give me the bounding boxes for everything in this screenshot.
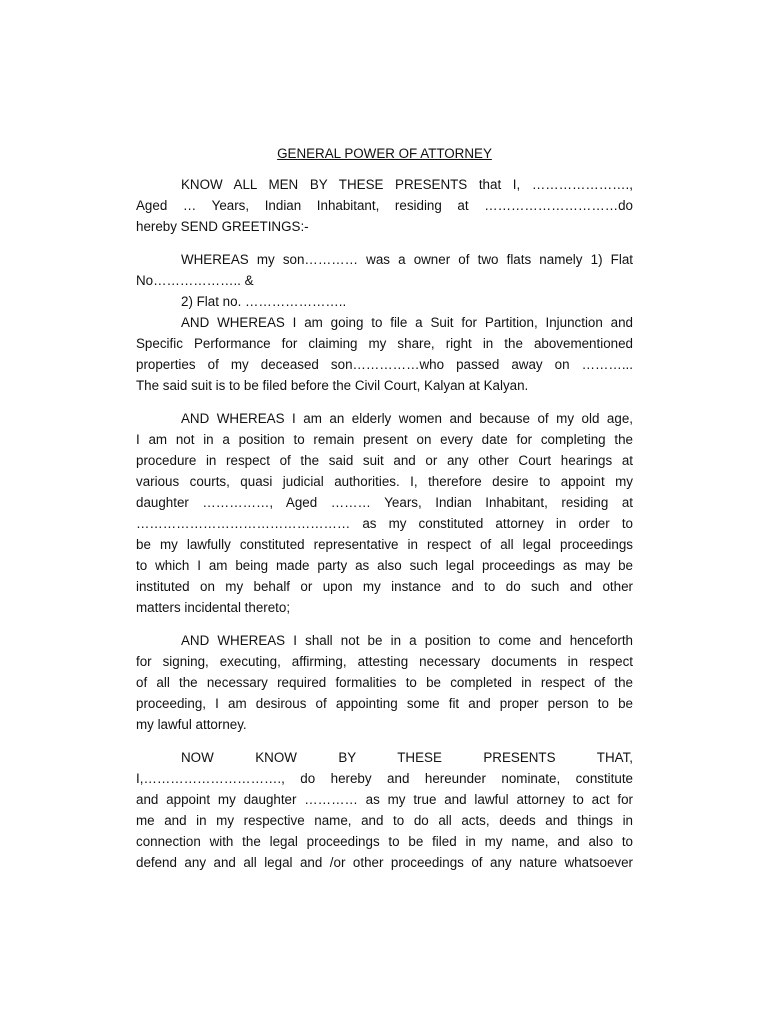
text-line: KNOW ALL MEN BY THESE PRESENTS that I, …………………., (181, 177, 633, 192)
text-line: instituted on my behalf or upon my instance and to do such and other (136, 579, 633, 594)
text-line: my lawful attorney. (136, 717, 247, 732)
text-line: I,…………………………., do hereby and hereunder nominate, constitute (136, 771, 633, 786)
text-line: AND WHEREAS I am an elderly women and because of my old age, (181, 411, 633, 426)
paragraph-not-in-position (136, 630, 633, 735)
text-line: Aged … Years, Indian Inhabitant, residing at …………………………do (136, 198, 633, 213)
text-line: for signing, executing, affirming, attesting necessary documents in respect (136, 654, 633, 669)
text-line: me and in my respective name, and to do all acts, deeds and things in (136, 813, 633, 828)
paragraph-now-know (136, 747, 633, 873)
text-line: defend any and all legal and /or other proceedings of any nature whatsoever (136, 855, 633, 870)
text-line: WHEREAS my son………… was a owner of two flats namely 1) Flat (181, 252, 633, 267)
text-line: The said suit is to be filed before the Civil Court, Kalyan at Kalyan. (136, 378, 529, 393)
text-line: be my lawfully constituted representative in respect of all legal proceedings (136, 537, 633, 552)
text-line: of all the necessary required formalities to be completed in respect of the (136, 675, 633, 690)
text-line: matters incidental thereto; (136, 600, 291, 615)
text-line: various courts, quasi judicial authorities. I, therefore desire to appoint my (136, 474, 633, 489)
paragraph-elderly (136, 408, 633, 618)
text-line: ………………………………………… as my constituted attorney in order to (136, 516, 633, 531)
text-line: AND WHEREAS I am going to file a Suit for Partition, Injunction and (181, 315, 633, 330)
text-line: procedure in respect of the said suit and or any other Court hearings at (136, 453, 633, 468)
text-line: and appoint my daughter ………… as my true and lawful attorney to act for (136, 792, 633, 807)
text-line: daughter ……………, Aged ……… Years, Indian Inhabitant, residing at (136, 495, 633, 510)
document-title: GENERAL POWER OF ATTORNEY (277, 146, 492, 161)
text-line: 2) Flat no. ………………….. (181, 294, 347, 309)
document-body (136, 143, 633, 873)
text-line: AND WHEREAS I shall not be in a position to come and henceforth (181, 633, 633, 648)
text-line: Specific Performance for claiming my share, right in the abovementioned (136, 336, 633, 351)
text-line: to which I am being made party as also such legal proceedings as may be (136, 558, 633, 573)
paragraph-know-all-men (136, 174, 633, 237)
text-line: properties of my deceased son……………who passed away on ………... (136, 357, 633, 372)
text-line: No……………….. & (136, 273, 254, 288)
text-line: I am not in a position to remain present on every date for completing the (136, 432, 633, 447)
text-line: NOW KNOW BY THESE PRESENTS THAT, (181, 750, 633, 765)
text-line: proceeding, I am desirous of appointing some fit and proper person to be (136, 696, 633, 711)
paragraph-whereas-son (136, 249, 633, 396)
text-line: hereby SEND GREETINGS:- (136, 219, 309, 234)
text-line: connection with the legal proceedings to be filed in my name, and also to (136, 834, 633, 849)
